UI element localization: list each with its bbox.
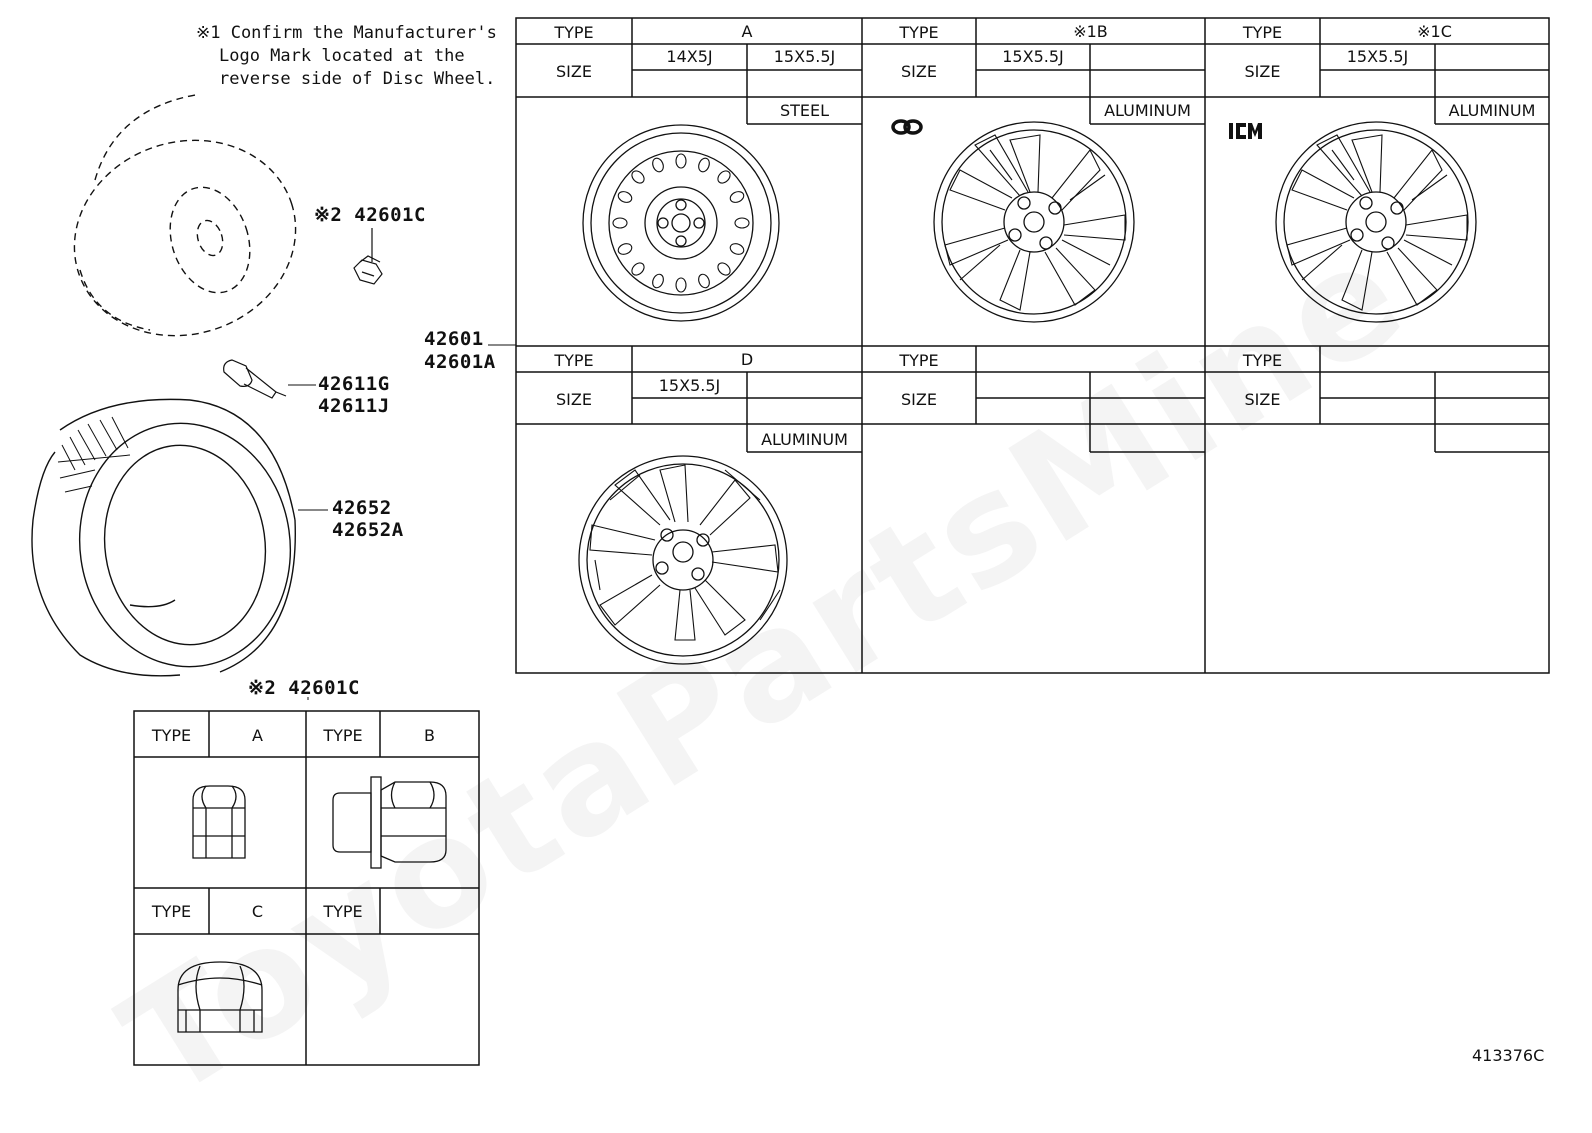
wheel-d-size-label: SIZE xyxy=(556,390,592,409)
wheel-b-type-value: ※1B xyxy=(1073,22,1108,41)
wheel-b-size-1: 15X5.5J xyxy=(1002,47,1064,66)
cm-logo-icon xyxy=(1229,123,1262,139)
wheel-e-type-label: TYPE xyxy=(899,351,939,370)
alloy-wheel-d-icon xyxy=(579,456,787,664)
alloy-wheel-c-icon xyxy=(1276,122,1476,322)
diagram-id: 413376C xyxy=(1472,1046,1545,1065)
wheel-c-size-1: 15X5.5J xyxy=(1346,47,1409,66)
part-label-lug-nut[interactable]: ※2 42601C xyxy=(314,204,426,226)
wheel-b-type-label: TYPE xyxy=(899,23,939,42)
wheel-a-material: STEEL xyxy=(779,101,830,120)
nut-d-type-label: TYPE xyxy=(323,902,363,921)
nut-c-type-value: C xyxy=(251,902,264,921)
part-label-tire-1[interactable]: 42652 xyxy=(332,497,392,519)
alloy-wheel-b-icon xyxy=(934,122,1134,322)
lug-nut-b-icon xyxy=(333,777,446,868)
part-label-tire-2[interactable]: 42652A xyxy=(332,519,404,541)
part-label-valve-1[interactable]: 42611G xyxy=(318,373,390,395)
note-line-2: Logo Mark located at the xyxy=(219,46,465,66)
oo-logo-icon xyxy=(893,121,921,133)
wheel-d-material: ALUMINUM xyxy=(761,430,848,449)
wheel-d-type-label: TYPE xyxy=(554,351,594,370)
wheel-d-size-1: 15X5.5J xyxy=(658,376,721,395)
wheel-f-type-label: TYPE xyxy=(1242,351,1283,370)
nut-c-type-label: TYPE xyxy=(151,902,192,921)
wheel-a-size-2: 15X5.5J xyxy=(773,47,836,66)
wheel-a-type-value: A xyxy=(741,22,753,41)
wheel-c-material: ALUMINUM xyxy=(1448,101,1536,120)
part-label-wheel-1[interactable]: 42601 xyxy=(424,328,484,350)
wheel-d-type-value: D xyxy=(740,350,754,369)
wheel-f-size-label: SIZE xyxy=(1244,390,1281,409)
wheel-b-material: ALUMINUM xyxy=(1104,101,1191,120)
steel-wheel-a-icon xyxy=(583,125,779,321)
note-line-1: ※1 Confirm the Manufacturer's xyxy=(196,23,497,43)
nut-a-type-label: TYPE xyxy=(151,726,192,745)
wheel-c-type-label: TYPE xyxy=(1242,23,1283,42)
wheel-e-size-label: SIZE xyxy=(901,390,937,409)
lug-nut-a-icon xyxy=(193,786,245,858)
lug-nut-table xyxy=(0,700,500,1080)
part-label-wheel-2[interactable]: 42601A xyxy=(424,351,496,373)
note-line-3: reverse side of Disc Wheel. xyxy=(219,69,496,89)
wheel-a-type-label: TYPE xyxy=(554,23,594,42)
nut-a-type-value: A xyxy=(252,726,263,745)
part-label-valve-2[interactable]: 42611J xyxy=(318,395,390,417)
wheel-c-type-value: ※1C xyxy=(1417,22,1452,41)
nut-b-type-value: B xyxy=(424,726,435,745)
lug-nut-c-icon xyxy=(178,962,262,1032)
wheel-c-size-label: SIZE xyxy=(1244,62,1281,81)
wheel-a-size-label: SIZE xyxy=(556,62,592,81)
wheel-b-size-label: SIZE xyxy=(901,62,937,81)
wheel-a-size-1: 14X5J xyxy=(666,47,713,66)
part-label-lug-nut-table[interactable]: ※2 42601C xyxy=(248,677,360,699)
nut-b-type-label: TYPE xyxy=(323,726,363,745)
